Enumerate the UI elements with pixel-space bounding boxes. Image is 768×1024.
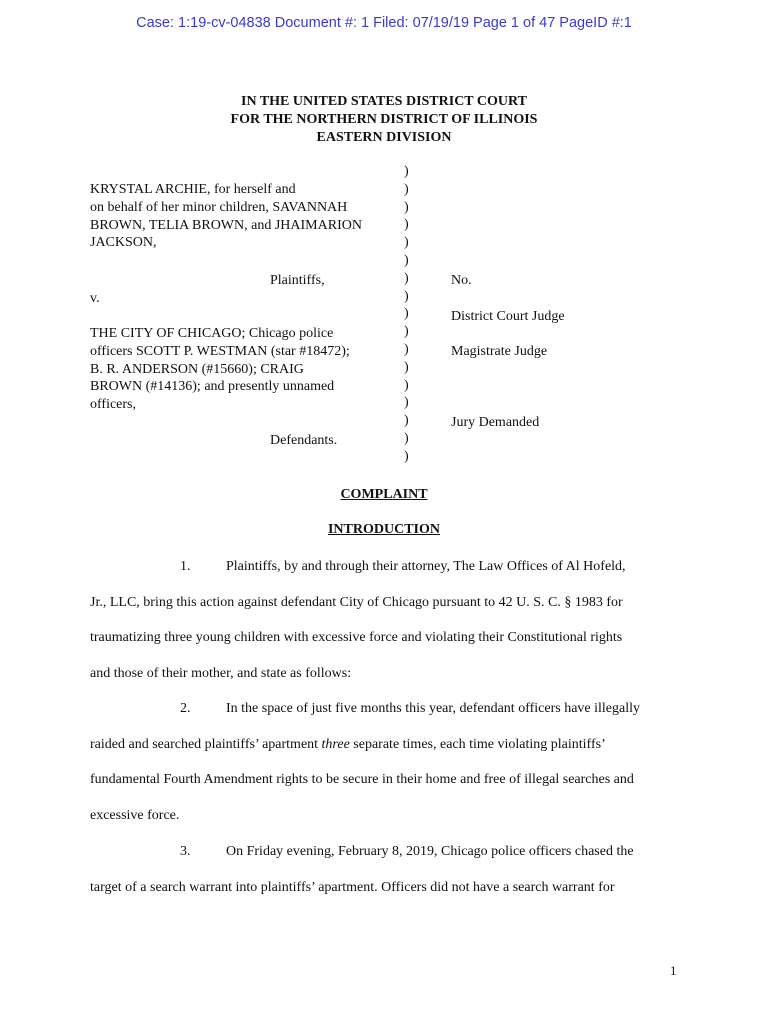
paren: ) bbox=[404, 199, 409, 215]
paren: ) bbox=[404, 306, 409, 322]
plaintiffs-line: KRYSTAL ARCHIE, for herself and bbox=[90, 182, 296, 197]
case-number-label: No. bbox=[451, 273, 472, 288]
defendants-line: officers, bbox=[90, 397, 136, 413]
paren: ) bbox=[404, 324, 409, 340]
emphasized-text: three bbox=[321, 737, 350, 752]
paren: ) bbox=[404, 164, 409, 179]
paragraph-number: 1. bbox=[180, 559, 191, 574]
case-header: Case: 1:19-cv-04838 Document #: 1 Filed: 07/19/19 Page 1 of 47 PageID #:1 bbox=[136, 15, 632, 31]
district-judge-label: District Court Judge bbox=[451, 309, 565, 324]
paragraph-line: traumatizing three young children with excessive force and violating their Constitutional rights bbox=[90, 630, 623, 645]
case-caption bbox=[0, 163, 768, 473]
paren: ) bbox=[404, 235, 409, 251]
paragraph-line: and those of their mother, and state as follows: bbox=[90, 666, 352, 681]
paragraph-number: 2. bbox=[180, 701, 191, 716]
text-segment: raided and searched plaintiffs’ apartment bbox=[90, 737, 322, 752]
defendants-line: BROWN (#14136); and presently unnamed bbox=[90, 379, 335, 395]
paragraph-line: target of a search warrant into plaintiffs’ apartment. Officers did not have a search warrant for bbox=[90, 880, 615, 895]
jury-demanded-label: Jury Demanded bbox=[451, 415, 540, 430]
text-segment: separate times, each time violating plaintiffs’ bbox=[349, 737, 606, 752]
paren: ) bbox=[404, 413, 409, 429]
defendants-line: B. R. ANDERSON (#15660); CRAIG bbox=[90, 361, 304, 377]
versus-label bbox=[90, 290, 400, 308]
paragraph-line: Plaintiffs, by and through their attorney, The Law Offices of Al Hofeld, bbox=[226, 559, 626, 574]
caption-parentheses bbox=[404, 163, 409, 466]
paragraph-line: excessive force. bbox=[90, 808, 180, 823]
page-number: 1 bbox=[670, 963, 677, 978]
defendants-role: Defendants. bbox=[270, 433, 338, 448]
complaint-heading: COMPLAINT bbox=[340, 487, 428, 502]
court-title-line-3: EASTERN DIVISION bbox=[316, 130, 452, 145]
paren: ) bbox=[404, 181, 409, 197]
paren: ) bbox=[404, 341, 409, 357]
paren: ) bbox=[404, 288, 409, 304]
court-title bbox=[0, 93, 768, 147]
paragraph-number: 3. bbox=[180, 844, 191, 859]
magistrate-judge-label: Magistrate Judge bbox=[451, 344, 548, 359]
paren: ) bbox=[404, 430, 409, 446]
court-title-line-1: IN THE UNITED STATES DISTRICT COURT bbox=[241, 94, 527, 109]
paren: ) bbox=[404, 270, 409, 286]
plaintiffs-role: Plaintiffs, bbox=[270, 273, 325, 288]
plaintiffs-line: JACKSON, bbox=[90, 235, 157, 251]
paren: ) bbox=[404, 252, 409, 268]
plaintiffs-block bbox=[90, 181, 400, 252]
paren: ) bbox=[404, 359, 409, 375]
paragraph-line: In the space of just five months this year, defendant officers have illegally bbox=[226, 701, 640, 716]
versus-text: v. bbox=[90, 291, 100, 306]
plaintiffs-line: BROWN, TELIA BROWN, and JHAIMARION bbox=[90, 217, 362, 233]
paren: ) bbox=[404, 395, 409, 411]
defendants-line: THE CITY OF CHICAGO; Chicago police bbox=[90, 326, 334, 341]
paren: ) bbox=[404, 217, 409, 233]
paragraph-line-with-emphasis bbox=[90, 737, 606, 753]
paren: ) bbox=[404, 448, 409, 464]
introduction-heading: INTRODUCTION bbox=[327, 522, 440, 537]
defendants-block bbox=[90, 325, 400, 414]
paren: ) bbox=[404, 377, 409, 393]
paragraph-line: Jr., LLC, bring this action against defendant City of Chicago pursuant to 42 U. S. C. § 1983 for bbox=[90, 595, 623, 610]
defendants-line: officers SCOTT P. WESTMAN (star #18472); bbox=[90, 343, 350, 359]
paragraph-line: fundamental Fourth Amendment rights to be secure in their home and free of illegal searches and bbox=[90, 772, 634, 787]
court-title-line-2: FOR THE NORTHERN DISTRICT OF ILLINOIS bbox=[230, 112, 538, 127]
paragraph-line: On Friday evening, February 8, 2019, Chicago police officers chased the bbox=[226, 844, 634, 859]
plaintiffs-line: on behalf of her minor children, SAVANNAH bbox=[90, 199, 348, 215]
